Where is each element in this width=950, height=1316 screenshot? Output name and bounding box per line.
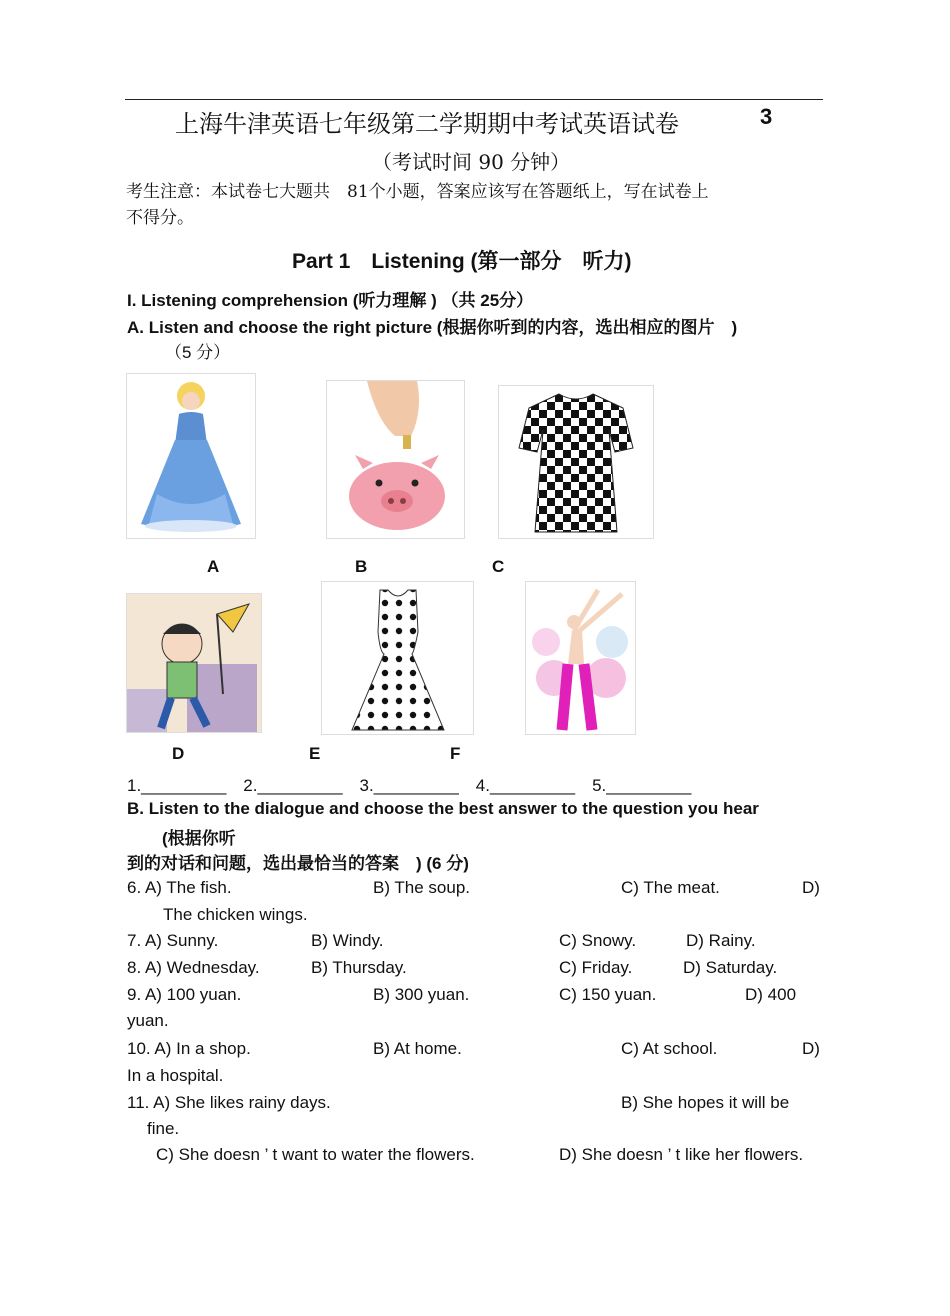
q8-option-a: 8. A) Wednesday.	[127, 958, 260, 977]
picture-b	[326, 380, 465, 539]
q11-option-d: D) She doesn ’ t like her flowers.	[559, 1145, 804, 1164]
picture-e	[321, 581, 474, 735]
piggy-bank-icon	[327, 381, 464, 538]
q8-option-c: C) Friday.	[559, 958, 633, 977]
q7-option-a: 7. A) Sunny.	[127, 931, 219, 950]
q10-option-c: C) At school.	[621, 1039, 718, 1058]
q8-option-d: D) Saturday.	[683, 958, 778, 977]
picture-c	[498, 385, 654, 539]
picture-label-b: B	[355, 557, 368, 576]
q7-option-b: B) Windy.	[311, 931, 384, 950]
q7-option-c: C) Snowy.	[559, 931, 637, 950]
q9-option-c: C) 150 yuan.	[559, 985, 657, 1004]
checkered-dress-icon	[499, 386, 653, 538]
section-b-heading-cn: (根据你听	[162, 829, 236, 848]
q6-option-b: B) The soup.	[373, 878, 471, 897]
q10-option-b: B) At home.	[373, 1039, 462, 1058]
picture-f	[525, 581, 636, 735]
picture-a	[126, 373, 256, 539]
q11-option-b-text: fine.	[147, 1119, 180, 1138]
section-i-heading: I. Listening comprehension (听力理解 ) （共 25分）	[127, 291, 534, 310]
picture-label-e: E	[309, 744, 321, 763]
q11-option-a: 11. A) She likes rainy days.	[127, 1093, 331, 1112]
q9-option-d-text: yuan.	[127, 1011, 169, 1030]
polka-dot-dress-icon	[322, 582, 473, 734]
picture-label-d: D	[172, 744, 185, 763]
notice-line-2: 不得分。	[126, 208, 194, 228]
stretching-woman-icon	[526, 582, 635, 734]
q9-option-d: D) 400	[745, 985, 797, 1004]
exam-title: 上海牛津英语七年级第二学期期中考试英语试卷	[175, 110, 679, 138]
picture-label-a: A	[207, 557, 220, 576]
notice-line-1: 考生注意：本试卷七大题共 81个小题，答案应该写在答题纸上，写在试卷上	[126, 182, 709, 202]
header-rule	[125, 99, 823, 100]
picture-d	[126, 593, 262, 733]
q6-option-c: C) The meat.	[621, 878, 720, 897]
q6-option-d-text: The chicken wings.	[163, 905, 308, 924]
tourist-cartoon-icon	[127, 594, 261, 732]
exam-number: 3	[760, 104, 773, 129]
q10-option-a: 10. A) In a shop.	[127, 1039, 251, 1058]
section-b-heading: B. Listen to the dialogue and choose the best answer to the question you hear	[127, 799, 759, 818]
q6-option-a: 6. A) The fish.	[127, 878, 232, 897]
q7-option-d: D) Rainy.	[686, 931, 756, 950]
q6-option-d: D)	[802, 878, 820, 897]
section-a-score: （5 分）	[165, 343, 231, 362]
q11-option-b: B) She hopes it will be	[621, 1093, 790, 1112]
section-b-instructions: 到的对话和问题，选出最恰当的答案 ) (6 分)	[127, 854, 469, 873]
princess-icon	[127, 374, 255, 538]
picture-label-f: F	[450, 744, 461, 763]
part-heading: Part 1 Listening (第一部分 听力)	[292, 250, 632, 273]
q10-option-d-text: In a hospital.	[127, 1066, 224, 1085]
section-a-heading: A. Listen and choose the right picture (根据你听到的内容，选出相应的图片 )	[127, 318, 738, 337]
q9-option-a: 9. A) 100 yuan.	[127, 985, 242, 1004]
exam-duration: （考试时间 90 分钟）	[372, 150, 571, 174]
answer-blanks: 1._________ 2._________ 3._________ 4._________ 5._________	[127, 776, 692, 795]
q9-option-b: B) 300 yuan.	[373, 985, 470, 1004]
q11-option-c: C) She doesn ’ t want to water the flowers.	[156, 1145, 475, 1164]
q10-option-d: D)	[802, 1039, 820, 1058]
q8-option-b: B) Thursday.	[311, 958, 407, 977]
picture-label-c: C	[492, 557, 505, 576]
